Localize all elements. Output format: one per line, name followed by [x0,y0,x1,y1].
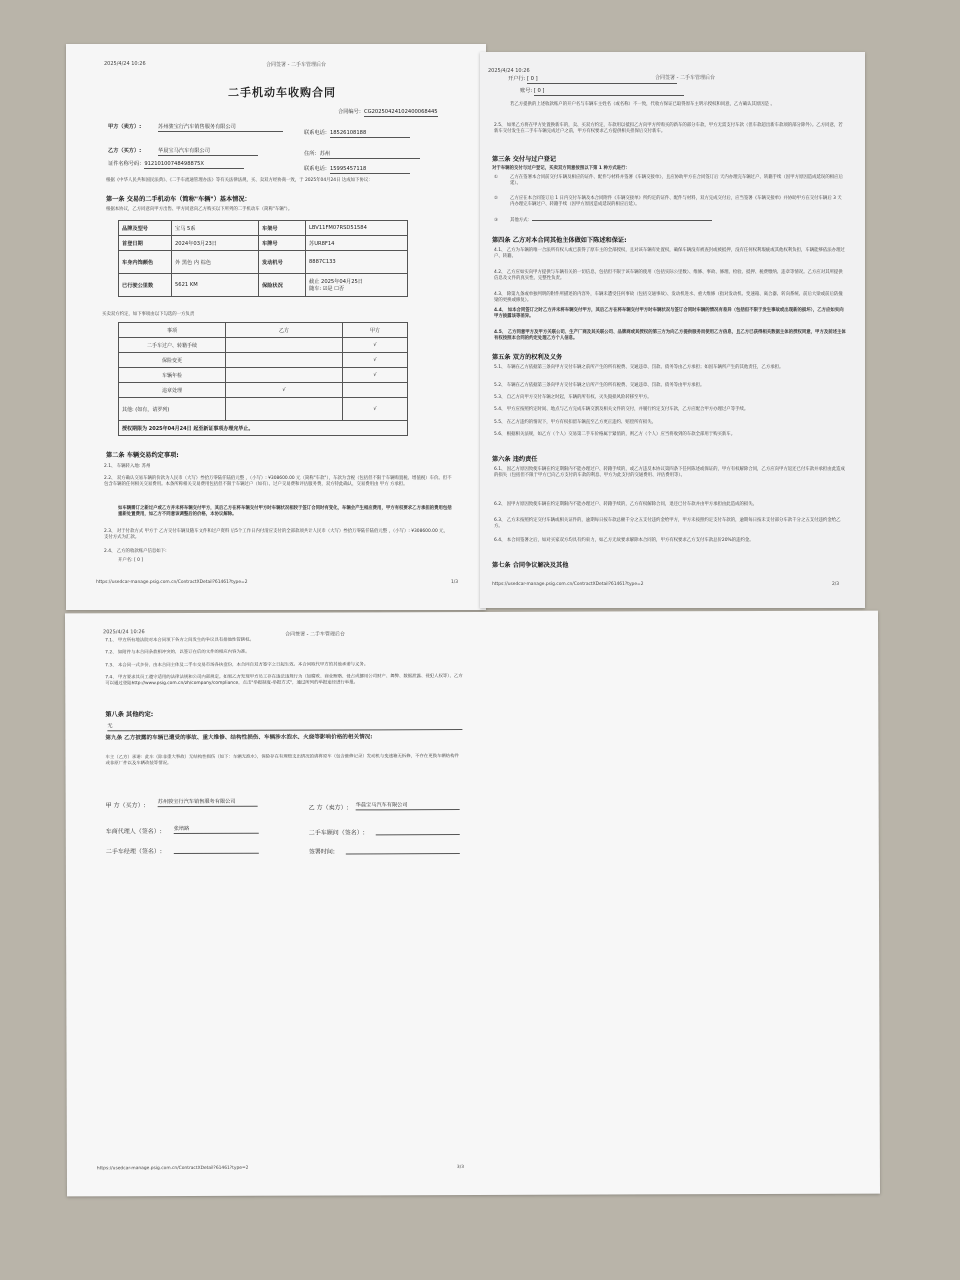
clause-7-2: 7.2、 如附件与本合同条款相冲突的，以签订在后的文件的相应内容为准。 [105,649,250,656]
insure-value [306,274,408,297]
mileage-label: 已行驶公里数 [119,274,172,297]
sign-advisor-line [376,834,460,835]
clause-6-2: 6.2、 因甲方原因致使车辆在约定期限内不能办理过户、转籍手续的，乙方有权解除合同，退还已付车款并由甲方承担由此造成的损失。 [494,502,758,507]
reg-label: 首登日期 [119,236,172,251]
account-row: 账号: [ 0 ] [520,88,684,96]
preamble: 根据《中华人民共和国民法典》、《二手车流通管理办法》等有关法律法规，买、卖双方经协商一致，于 2025年04月24日 达成如下协议： [106,178,373,183]
address-row: 住所：苏州 [304,151,420,159]
clause-5-1: 5.1、 车辆在乙方依据第三条向甲方交付车辆之前所产生的所有税费、交通违章、罚款、债务等由乙方承担；如因车辆所产生的其他责任，乙方承担。 [494,365,784,370]
page-number: 3/3 [456,1165,465,1171]
sign-manager-label: 二手车经理（签名）: [105,848,162,856]
plate-label: 车牌号 [259,236,306,251]
clause-2-4: 2.4、 乙方的收款账户信息如下: [104,549,167,554]
delivery-option-1: 乙方在签署本合同前交付车辆及相应的证件、配件与材料并签署《车辆交接单》，且应协助甲方在合同签订后 天内办理完车辆过户、转籍手续（因甲方原因造成延误的相应后延）。 [510,175,843,187]
contract-no-row: 合同编号：CG20250424102400068445 [338,109,438,115]
engine-label: 发动机号 [259,251,306,274]
page-number: 1/3 [451,580,459,585]
print-date: 2025/4/24 10:26 [103,629,145,636]
print-header: 合同签署 - 二手车管理后台 [655,75,715,81]
party-b-name: 华晨宝马汽车有限公司 [158,148,258,156]
brand-label: 品牌及型号 [119,221,172,236]
engine-value: 8887C133 [306,251,408,274]
clause-7-4: 7.4、 甲方要求其员工遵守适用的法律法规和公司内部规定。如果乙方发现甲方员工存在违法违规行为（如腐败、商业贿赂、侵占或挪用公司财产、舞弊、数据泄露、侵犯人权等），乙方可以通过登陆http://www.psig.com.cn/zh/company/compliance，点击"举报制度-举报方式"，通过所列的举报途径进行举报。 [105,674,463,687]
plate-value: 苏UR8F14 [306,236,408,251]
task-col-a: 甲方 [343,323,408,338]
task-table [118,322,408,436]
section-4-heading: 第四条 乙方对本合同其他主体做如下陈述和保证: [492,237,627,244]
task-row: 其他: (如有，请罗列) √ [119,398,408,421]
section-2-heading: 第二条 车辆交易约定事项: [106,452,179,459]
section-5-heading: 第五条 双方的权利及义务 [492,354,563,361]
page-url: https://usedcar-manage.psig.com.cn/ContractXDetail?61461?type=2 [492,582,644,587]
clause-6-4: 6.4、 本合同签署之后，如对买家双方均具有约束力，如乙方无故要求解除本合同的，甲方有权要求乙方支付车款总价20%的违约金。 [494,538,754,543]
clause-2-2-note: 如车辆需订之新过户或乙方并未将车辆交付甲方，其后乙方在将车辆交付甲方时车辆状况相较于签订合同时有变化，车辆会产生相应费用，甲方有权要求乙方承担的费用包括重新处置费用，如乙方不同意该调整后的价格，本协议解除。 [118,506,452,518]
task-col-item: 事项 [119,323,226,338]
party-b-label: 乙方（买方）: [108,148,142,154]
contract-page-2 [480,52,865,608]
clause-5-5: 5.5、 在乙方违约的情况下，甲方有权扣留车辆直至乙方更正违约、赔偿所有损失。 [494,420,657,425]
clause-4-1: 4.1、 乙方为车辆的唯一合法所有权人或已获得了原车主的全部授权，且对该车辆有处置权，确保车辆没有被查封或被抵押，没有任何权利瑕疵或其他权利负担，车辆能够依法办理过户、转籍。 [494,248,845,260]
delivery-option-2: 乙方应在本合同签订后 1 日内交付车辆及本合同附件《车辆交接单》所约定的证件、配件与材料，双方完成交付后，应当签署《车辆交接单》并协助甲方在交付车辆后 3 天内办理完车辆过户、转籍手续（因甲方原因造成延误的相应后延）。 [510,196,842,208]
phone-a-row: 联系电话：18526108188 [304,130,410,138]
page-url: https://usedcar-manage.psig.com.cn/ContractXDetail?61461?type=2 [96,1165,249,1172]
sign-agent-label: 车商代理人（签名）: [105,828,162,836]
clause-5-3: 5.3、 自乙方向甲方交付车辆之时起，车辆的所有权、灭失毁损风险转移至甲方。 [494,395,652,400]
clause-4-2: 4.2、 乙方应如实向甲方提供与车辆有关的一切信息，包括但不限于该车辆的使用（包括实际公里数）、维修、事故、修理、检验、抵押、税费缴纳、违章等情况。乙方应对其所提供信息及文件的真实性、完整性负责。 [494,270,843,282]
option-2-mark: ② [494,196,498,201]
reg-value: 2024年03月23日 [172,236,259,251]
print-header: 合同签署 - 二手车管理后台 [266,62,326,68]
sign-advisor-label: 二手车顾问（签名）: [308,829,365,837]
delivery-option-3: 其他方式： [510,218,712,224]
print-date: 2025/4/24 10:26 [488,68,530,74]
section-9-value: 车主（乙方）承诺：此车（除非重大事故）无结构性损伤（如下：车辆无泡水），保险存在有理赔支出情况的请将原车（包含维修记录）发动机与变速箱无拆修，不存在更换车辆结构件或非原厂件以及车辆改装等情况。 [105,754,459,767]
insure-date: 截止 2025年04月25日 [309,279,363,285]
sign-party-a: 苏州骏宝行汽车销售服务有限公司 [158,799,258,807]
page-number: 2/3 [832,582,840,587]
contract-title: 二手机动车收购合同 [228,86,336,99]
id-row: 证件名称号码：91210100748498875X [108,161,244,169]
clause-5-6: 5.6、 根据相关法规，如乙方（个人）交易第二手车价格属于紧俏的，则乙方（个人）应当将收到的车款全部用于购买新车。 [494,432,736,437]
clause-5-2: 5.2、 车辆在乙方依据第三条向甲方交付车辆之后所产生的所有税费、交通违章、罚款、债务等由甲方承担。 [494,383,705,388]
section-8-heading: 第八条 其他约定: [105,711,154,719]
sign-time-label: 签署时间: [308,848,335,856]
sign-party-b: 华晨宝马汽车有限公司 [356,802,460,810]
task-row: 二手车过户、转籍手续 √ [119,338,408,353]
clause-6-1: 6.1、 因乙方原因致使车辆在约定期限内不能办理过户、转籍手续的，或乙方违反本协议第四条下任何陈述或保证的，甲方有权解除合同，乙方应向甲方返还已付车款并承担由此造成的损失（包括但不限于甲方已向乙方支付的车款的利息、甲方为此支付的交通费用、评估费用等）。 [494,467,845,479]
page-url: https://usedcar-manage.psig.com.cn/ContractXDetail?61461?type=2 [96,580,248,585]
vin-value: LBV11FM07RSD51584 [306,221,408,236]
section-8-value: 无 [107,722,462,731]
clause-2-5: 2.5、 如果乙方将在甲方处置换新车的，卖、买双方约定，车款用以抵扣乙方向甲方所购买的新车的部分车款，甲方无需支付车款（但车款超出新车款项的部分除外）。乙方同意，若新车交付发生在二手车车辆完成过户之前，甲方有权要求乙方提供相关担保后交付新车。 [494,123,843,135]
insure-with-car: 随车: ☑是 ☐否 [309,286,345,292]
option-1-mark: ① [494,175,498,180]
clause-5-4: 5.4、 甲方应按照约定时间、地点与乙方完成车辆交割及相关文件的交付，并履行约定支付车款，乙方应配合甲方办理过户等手续。 [494,407,749,412]
party-a-label: 甲方（卖方）: [108,124,142,130]
sign-agent: 张培路 [174,826,259,834]
section-1-heading: 第一条 交易的二手机动车（简称"车辆"）基本情况： [106,196,251,203]
clause-2-1: 2.1、 车辆转入地: 苏州 [104,464,151,469]
section-3-intro: 对于车辆的交付与过户登记，买卖双方同意按照以下第 1 种方式进行： [492,166,630,171]
party-a-name: 苏州骏宝行汽车销售服务有限公司 [158,124,283,132]
section-3-heading: 第三条 交付与过户登记 [492,156,557,163]
clause-4-3: 4.3、 除第九条或单独列明的附件所描述的内容外，车辆未遭受任何事故（包括交通事故）、发动机进水、重大维修（指对发动机、变速箱、离合器、转向系统、前后大梁或前后防撞梁的更换或修复）。 [494,292,843,304]
vin-label: 车架号 [259,221,306,236]
clause-7-1: 7.1、 甲方所有地法院对本合同项下各方之间发生的争议具有排他性管辖权。 [105,637,254,644]
task-intro: 买卖双方约定，如下事项由以下勾选的一方负责 [102,312,195,317]
authorization-deadline: 授权期限为 2025年04月24日 起至新证事项办理完毕止。 [119,421,408,436]
phone-b-row: 联系电话：15995457118 [304,166,410,174]
clause-7-3: 7.3、 本合同一式多份，由本合同主体及二手车交易市场各执壹份，本合同自双方签字之日起生效。本合同取代甲方的其他承诺与义务。 [105,662,369,669]
brand-value: 宝马 5系 [172,221,259,236]
task-row: 违章处理 √ [119,383,408,398]
mileage-value: 5621 KM [172,274,259,297]
payee-name: 开户名: [ 0 ] [118,558,144,563]
task-row: 车辆年检 √ [119,368,408,383]
color-value: 外 黑色 内 棕色 [172,251,259,274]
clause-2-2: 2.2、 双方确认交易车辆的价款为人民币（大写）叁拾万零陆仟陆佰元整 ，（小写）: ¥308600.00 元（简称"车款"），车款为含税（包括但不限于车辆购置税、增值税）车价。但不包含车辆的任何相关交易费用。本条所称相关交易费用包括但不限于车辆过户（如有）、过户交易费和评估服务费，双方特此确认，交易费用由 甲方 方承担。 [104,476,452,488]
color-label: 车身内饰颜色 [119,251,172,274]
clause-6-3: 6.3、 乙方未按照约定交付车辆或相关证件的，逾期每日按车款总额千分之五支付违约金给甲方，甲方未按照约定支付车款的，逾期每日按未支付部分车款千分之五支付违约金给乙方。 [494,518,841,530]
clause-4-4: 4.4、 如本合同签订之时乙方并未将车辆交付甲方，其后乙方在将车辆交付甲方时车辆状况与签订合同时车辆的情况有差异（包括但不限于发生事故或出现新的损坏），乙方应如实向甲方披露该等差异。 [494,308,844,320]
task-row: 保险变更 √ [119,353,408,368]
sign-manager-line [174,853,259,854]
insure-label: 保险状况 [259,274,306,297]
section-1-intro: 根据本协议，乙方同意向甲方出售、甲方同意向乙方购买以下所列的二手机动车（简称"车辆"）。 [106,207,293,212]
sign-time-line [346,853,460,854]
print-header: 合同签署 - 二手车管理后台 [285,631,346,638]
payee-note: 若乙方提供的上述收款账户的开户名与车辆车主姓名（或名称）不一致，代收方保证已取得原车主明示授权和同意，乙方确认其原因是 。 [510,102,775,107]
contract-page-3 [65,611,880,1197]
section-6-heading: 第六条 违约责任 [492,456,538,463]
print-date: 2025/4/24 10:26 [104,61,146,67]
clause-2-3: 2.3、 对于付款方式 甲方于 乙方交付车辆及随车文件和过户资料 后5个工作日内付清应支付的全部款项共计人民币（大写）叁拾万零陆仟陆佰元整 ，（小写）: ¥308600.00 元，支付方式为汇款。 [104,529,448,541]
vehicle-info-table [118,220,408,297]
section-9-heading: 第九条 乙方披露的车辆已遭受的事故、重大维修、结构性损伤、车辆涉水泡水、火烧等影响价格的相关情况: [105,734,373,742]
sign-party-a-label: 甲 方（买方）: [105,802,146,810]
contract-page-1 [66,44,486,610]
clause-4-5: 4.5、 乙方同意甲方及甲方关联公司、生产厂商及其关联公司、品牌商或其授权的第三方为向乙方提供服务而使用乙方信息，且乙方已获得相关数据主体的授权同意，甲方及前述主体有权按照本合同的约定处理乙方个人信息。 [494,330,846,342]
section-7-heading: 第七条 合同争议解决及其他 [492,562,569,569]
bank-row: 开户行: [ 0 ] [508,76,677,84]
task-col-b: 乙方 [226,323,343,338]
option-3-mark: ③ [494,218,498,223]
sign-party-b-label: 乙 方（卖方）: [308,804,349,812]
